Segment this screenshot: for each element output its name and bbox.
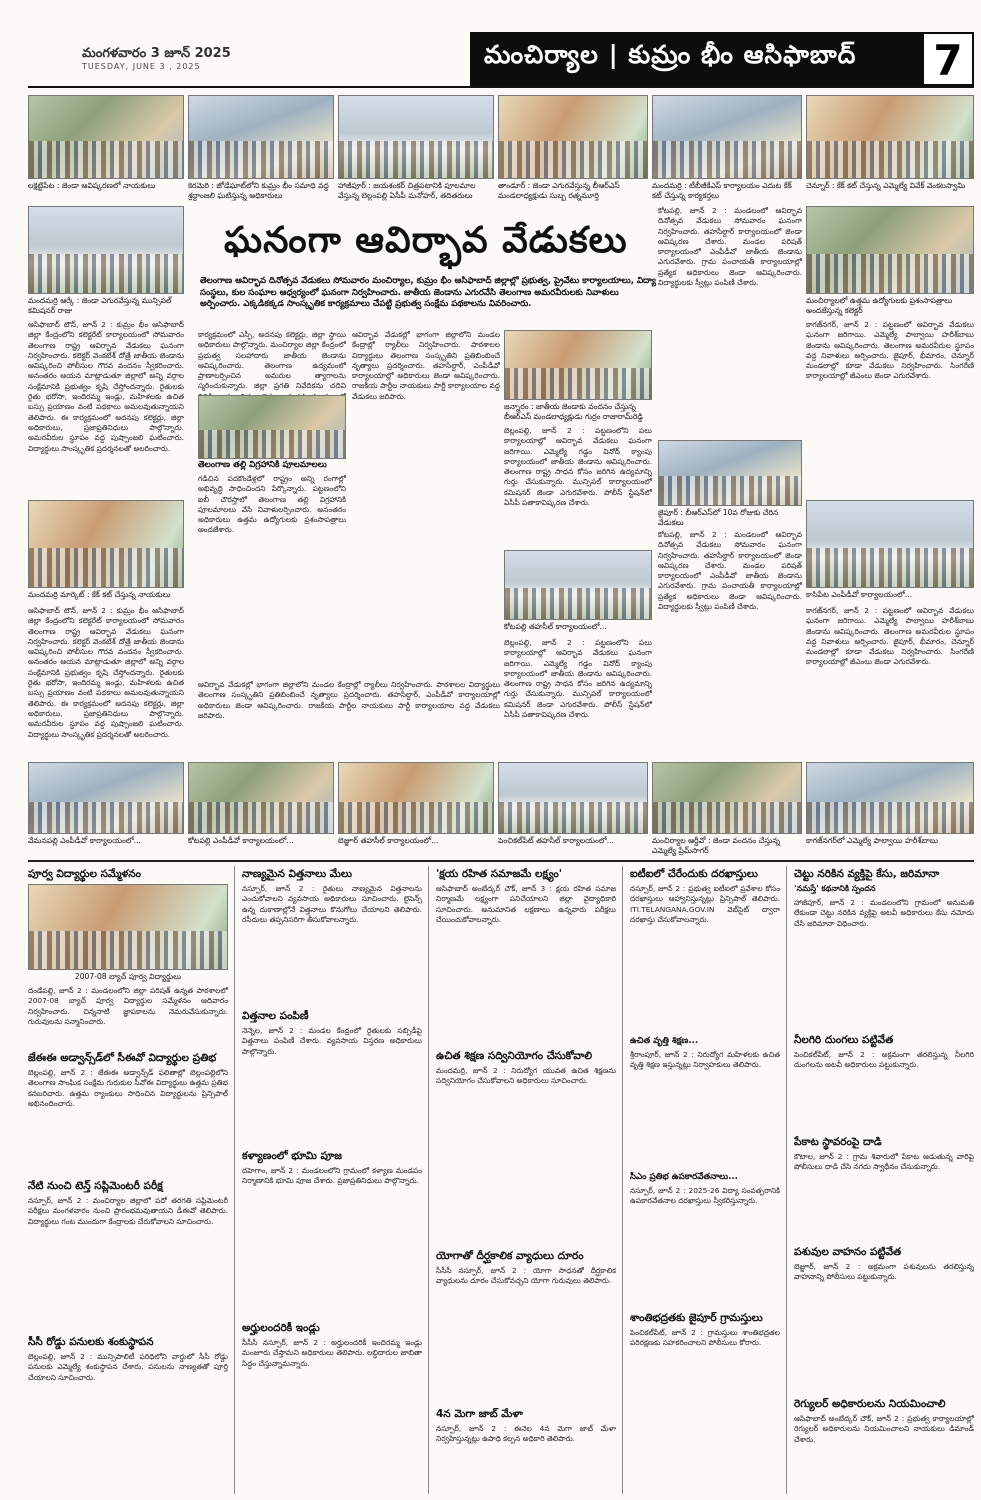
photo-caption: మందమర్రి : టీబీజీకేఎస్ కార్యాలయం ఎదుట కేక్ కట్ చేస్తున్న కార్యకర్తలు [652, 181, 802, 201]
section-title-bar [470, 32, 974, 86]
news-photo [504, 330, 652, 400]
news-photo [28, 500, 184, 588]
news-body: నెన్నెల, జూన్ 2 : మండల కేంద్రంలో రైతులకు సబ్సిడీపై విత్తనాలు పంపిణీ చేశారు. వ్యవసాయ విస్తరణ అధికారులు పాల్గొన్నారు. [242, 1026, 422, 1056]
news-photo [652, 762, 802, 834]
news-heading: పూర్వ విద్యార్థుల సమ్మేళనం [28, 868, 142, 880]
article-column: బెల్లంపల్లి, జూన్ 2 : పట్టణంలోని పలు కార్యాలయాల్లో ఆవిర్భావ వేడుకలు ఘనంగా జరిగాయి. ఎమ్మెల్యే గడ్డం వినోద్ క్యాంపు కార్యాలయంలో జాతీయ జెండాను ఆవిష్కరించారు. తెలంగాణ రాష్ట్ర సాధన కోసం జరిగిన ఉద్యమాన్ని గుర్తు చేసుకున్నారు. మున్సిపల్ కార్యాలయంలో కమిషనర్ జెండా ఎగురవేశారు. పోలీస్ స్టేషన్‌లో ఏసీపీ పతాకావిష్కరణ చేశారు. [504, 426, 652, 508]
news-heading: 'క్షయ రహిత సమాజమే లక్ష్యం' [436, 868, 562, 880]
news-body: పెంచికల్‌పేట్, జూన్ 2 : అక్రమంగా తరలిస్తున్న నీలగిరి దుంగలను అటవీ అధికారులు పట్టుకున్నారు. [794, 1050, 974, 1070]
news-heading: పశువుల వాహనం పట్టివేత [794, 1246, 902, 1258]
news-photo [198, 395, 346, 459]
photo-caption: కోటపల్లి ఎంపీడీవో కార్యాలయంలో... [188, 836, 334, 856]
column-divider [786, 866, 787, 1494]
photo-caption: కెరమెరి : జోడేఘాట్‌లోని కుమ్రం భీం సమాధి వద్ద శ్రద్ధాంజలి ఘటిస్తున్న అధికారులు [188, 181, 334, 201]
column-divider [622, 866, 623, 1494]
column-divider [428, 866, 429, 1494]
news-subheading: 'నమస్తే' కథనానికి స్పందన [794, 884, 876, 893]
article-column: కోటపల్లి, జూన్ 2 : మండలంలో ఆవిర్భావ దినోత్సవ వేడుకలు సోమవారం ఘనంగా నిర్వహించారు. తహసీల్దార్ కార్యాలయంలో జెండా ఆవిష్కరణ చేశారు. మండల పరిషత్ కార్యాలయంలో ఎంపీడీవో జాతీయ జెండాను ఎగురవేశారు. గ్రామ పంచాయతీ కార్యాలయాల్లో ప్రత్యేక అధికారులు జెండా ఆవిష్కరించారు. విద్యార్థులకు స్వీట్లు పంపిణీ చేశారు. [658, 206, 802, 288]
photo-caption: మంచిర్యాల ఆర్డీవో : జెండా వందనం చేస్తున్న ఎమ్మెల్యే ప్రేమ్‌సాగర్ [652, 836, 802, 856]
lede-paragraph: తెలంగాణ ఆవిర్భావ దినోత్సవ వేడుకలు సోమవారం మంచిర్యాల, కుమ్రం భీం ఆసిఫాబాద్ జిల్లాల్లో ప్రభుత్వ, ప్రైవేటు కార్యాలయాలు, విద్యా సంస్థలు, కుల సంఘాల ఆధ్వర్యంలో ఘనంగా నిర్వహించారు. జాతీయ జెండాను ఎగురవేసి తెలంగాణ అమరవీరులకు నివాళులు అర్పించారు. ఎక్కడికక్కడ సాంస్కృతిక కార్యక్రమాలు చేపట్టి ప్రభుత్వ సంక్షేమ పథకాలను వివరించారు. [200, 276, 656, 309]
photo-caption: పెంచికల్‌పేట్ తహసీల్ కార్యాలయంలో... [498, 836, 648, 856]
masthead [0, 0, 981, 88]
news-subheading: సీఎం ప్రతిభ ఉపకారవేతనాలు... [630, 1172, 738, 1182]
date-english: TUESDAY, JUNE 3 , 2025 [82, 62, 201, 71]
article-subheading: తెలంగాణ తల్లి విగ్రహానికి పూలమాలలు [198, 460, 327, 470]
news-body: పెంచికల్‌పేట్, జూన్ 2 : గ్రామస్తులు శాంతిభద్రతల పరిరక్షణకు సహకరించాలని పోలీసులు కోరారు. [630, 1328, 780, 1348]
article-column: బెల్లంపల్లి, జూన్ 2 : పట్టణంలోని పలు కార్యాలయాల్లో ఆవిర్భావ వేడుకలు ఘనంగా జరిగాయి. ఎమ్మెల్యే గడ్డం వినోద్ క్యాంపు కార్యాలయంలో జాతీయ జెండాను ఆవిష్కరించారు. తెలంగాణ రాష్ట్ర సాధన కోసం జరిగిన ఉద్యమాన్ని గుర్తు చేసుకున్నారు. మున్సిపల్ కార్యాలయంలో కమిషనర్ జెండా ఎగురవేశారు. పోలీస్ స్టేషన్‌లో ఏసీపీ పతాకావిష్కరణ చేశారు. [504, 638, 652, 720]
news-photo [338, 762, 494, 834]
masthead-rule [28, 86, 974, 88]
news-photo [338, 95, 494, 179]
photo-caption: మందమర్రి మార్కెట్ : కేక్ కట్ చేస్తున్న నాయకులు [28, 590, 184, 602]
news-photo [504, 550, 652, 620]
news-heading: నీలగిరి దుంగలు పట్టివేత [794, 1034, 894, 1046]
section-rule [28, 860, 974, 862]
news-heading: చెట్టు నరికిన వ్యక్తిపై కేసు, జరిమానా [794, 868, 940, 880]
photo-caption: కాసిపేట ఎంపీడీవో కార్యాలయంలో... [806, 590, 974, 602]
photo-caption: మందమర్రి ఆర్కే : జెండా ఎగురవేస్తున్న మున్సిపల్ కమిషనర్ రాజు [28, 296, 184, 316]
article-column: ఆసిఫాబాద్ టౌన్, జూన్ 2 : కుమ్రం భీం ఆసిఫాబాద్ జిల్లా కేంద్రంలోని కలెక్టరేట్ కార్యాలయంలో సోమవారం తెలంగాణ రాష్ట్ర ఆవిర్భావ వేడుకలు ఘనంగా నిర్వహించారు. కలెక్టర్ వెంకటేశ్ దోత్రే జాతీయ జెండాను ఆవిష్కరించి పోలీసుల గౌరవ వందనం స్వీకరించారు. అనంతరం ఆయన మాట్లాడుతూ జిల్లాలో అన్ని వర్గాల సంక్షేమానికి ప్రభుత్వం కృషి చేస్తోందన్నారు. రైతులకు రైతు భరోసా, ఇందిరమ్మ ఇండ్లు, మహిళలకు ఉచిత బస్సు ప్రయాణం వంటి పథకాలు అమలవుతున్నాయని తెలిపారు. ఈ కార్యక్రమంలో అదనపు కలెక్టర్లు, జిల్లా అధికారులు, ప్రజాప్రతినిధులు పాల్గొన్నారు. అమరవీరుల స్థూపం వద్ద పుష్పాంజలి ఘటించారు. విద్యార్థులు సాంస్కృతిక ప్రదర్శనలతో అలరించారు. [28, 320, 184, 453]
news-body: సీసీసీ నస్పూర్, జూన్ 2 : అర్హులందరికీ ఇందిరమ్మ ఇండ్లు మంజూరు చేస్తామని అధికారులు తెలిపారు. లబ్ధిదారుల జాబితా సిద్ధం చేస్తున్నామన్నారు. [242, 1338, 422, 1368]
news-photo [806, 206, 974, 294]
news-body: బెల్లంపల్లి, జూన్ 2 : జేఈఈ అడ్వాన్స్‌డ్ ఫలితాల్లో బెల్లంపల్లిలోని తెలంగాణ సాంఘిక సంక్షేమ గురుకుల సీవోఈ విద్యార్థులు ఉత్తమ ప్రతిభ కనబరిచారు. ఉత్తమ ర్యాంకులు సాధించిన విద్యార్థులను ప్రిన్సిపాల్ అభినందించారు. [28, 1068, 228, 1108]
news-photo [498, 762, 648, 834]
news-heading: శాంతిభద్రతకు జైపూర్ గ్రామస్తులు [630, 1312, 763, 1324]
news-body: బెజ్జూర్, జూన్ 2 : అక్రమంగా పశువులను తరలిస్తున్న వాహనాన్ని పోలీసులు పట్టుకున్నారు. [794, 1262, 974, 1282]
news-heading: సీసీ రోడ్డు పనులకు శంకుస్థాపన [28, 1336, 154, 1348]
news-body: ఆసిఫాబాద్ అంబేద్కర్ చౌక్, జూన్ 2 : ప్రభుత్వ కార్యాలయాల్లో రెగ్యులర్ అధికారులను నియమించాలని నాయకులు డిమాండ్ చేశారు. [794, 1414, 974, 1444]
news-photo [188, 762, 334, 834]
date-telugu: మంగళవారం 3 జూన్ 2025 [82, 46, 231, 61]
photo-caption: కోటపల్లి తహసీల్ కార్యాలయంలో... [504, 622, 652, 634]
news-heading: నాణ్యమైన విత్తనాలు మేలు [242, 868, 352, 880]
photo-caption: మంచిర్యాలలో ఉత్తమ ఉద్యోగులకు ప్రశంసాపత్రాలు అందజేస్తున్న కలెక్టర్ [806, 296, 974, 316]
news-photo [28, 206, 184, 294]
photo-caption: లక్షెట్టిపేట : జెండా ఆవిష్కరణలో నాయకులు [28, 181, 184, 201]
photo-caption: హాజీపూర్ : జయశంకర్ చిత్రపటానికి పూలమాల వేస్తున్న బెల్లంపల్లి ఏసీపీ మనోహర్, తదితరులు [338, 181, 494, 201]
news-photo [28, 95, 184, 179]
news-body: హాజీపూర్, జూన్ 2 : మండలంలోని గ్రామంలో అనుమతి లేకుండా చెట్టు నరికిన వ్యక్తిపై అటవీ అధికారులు కేసు నమోదు చేసి జరిమానా విధించారు. [794, 898, 974, 928]
column-divider [234, 866, 235, 1494]
news-body: నస్పూర్, జూన్ 2 : మంచిర్యాల జిల్లాలో పదో తరగతి సప్లిమెంటరీ పరీక్షలు మంగళవారం నుంచి ప్రారంభమవుతాయని డీఈవో తెలిపారు. విద్యార్థులు గంట ముందుగా కేంద్రాలకు చేరుకోవాలని సూచించారు. [28, 1196, 228, 1226]
news-body: మందమర్రి, జూన్ 2 : నిరుద్యోగ యువత ఉచిత శిక్షణను సద్వినియోగం చేసుకోవాలని అధికారులు సూచించారు. [436, 1066, 616, 1086]
photo-caption: జైపూర్ : బీఆర్‌ఎస్‌లో 10వ రోజుకు చేరిన వేడుకలు [658, 508, 802, 528]
article-column: ఆసిఫాబాద్ టౌన్, జూన్ 2 : కుమ్రం భీం ఆసిఫాబాద్ జిల్లా కేంద్రంలోని కలెక్టరేట్ కార్యాలయంలో సోమవారం తెలంగాణ రాష్ట్ర ఆవిర్భావ వేడుకలు ఘనంగా నిర్వహించారు. కలెక్టర్ వెంకటేశ్ దోత్రే జాతీయ జెండాను ఆవిష్కరించి పోలీసుల గౌరవ వందనం స్వీకరించారు. అనంతరం ఆయన మాట్లాడుతూ జిల్లాలో అన్ని వర్గాల సంక్షేమానికి ప్రభుత్వం కృషి చేస్తోందన్నారు. రైతులకు రైతు భరోసా, ఇందిరమ్మ ఇండ్లు, మహిళలకు ఉచిత బస్సు ప్రయాణం వంటి పథకాలు అమలవుతున్నాయని తెలిపారు. ఈ కార్యక్రమంలో అదనపు కలెక్టర్లు, జిల్లా అధికారులు, ప్రజాప్రతినిధులు పాల్గొన్నారు. అమరవీరుల స్థూపం వద్ద పుష్పాంజలి ఘటించారు. విద్యార్థులు సాంస్కృతిక ప్రదర్శనలతో అలరించారు. [28, 606, 184, 739]
photo-caption: వేమనపల్లి ఎంపీడీవో కార్యాలయంలో... [28, 836, 184, 856]
article-column: ఆవిర్భావ వేడుకల్లో భాగంగా జిల్లాలోని మండల కేంద్రాల్లో ర్యాలీలు నిర్వహించారు. పాఠశాలల విద్యార్థులు తెలంగాణ సంస్కృతిని ప్రతిబింబించే నృత్యాలు ప్రదర్శించారు. తహసీల్దార్, ఎంపీడీవో కార్యాలయాల్లో అధికారులు జెండా ఆవిష్కరించారు. రాజకీయ పార్టీల నాయకులు పార్టీ కార్యాలయాల వద్ద వేడుకలు జరిపారు. [198, 680, 500, 720]
news-body: నస్పూర్, జూన్ 2 : ఈనెల 4న మెగా జాబ్ మేళా నిర్వహిస్తున్నట్లు ఉపాధి కల్పన అధికారి తెలిపారు. [436, 1424, 616, 1444]
news-photo [498, 95, 648, 179]
page-number: 7 [922, 32, 974, 86]
photo-caption: తాండూర్ : జెండా ఎగురవేస్తున్న బీఆర్‌ఎస్ మండలాధ్యక్షుడు సుబ్బ రత్నమూర్తి [498, 181, 648, 201]
news-photo [28, 762, 184, 834]
photo-caption: చెన్నూర్ : కేక్ కట్ చేస్తున్న ఎమ్మెల్యే వివేక్ వెంకటస్వామి [806, 181, 974, 201]
news-heading: విత్తనాల పంపిణీ [242, 1010, 309, 1022]
article-column: కోటపల్లి, జూన్ 2 : మండలంలో ఆవిర్భావ దినోత్సవ వేడుకలు సోమవారం ఘనంగా నిర్వహించారు. తహసీల్దార్ కార్యాలయంలో జెండా ఆవిష్కరణ చేశారు. మండల పరిషత్ కార్యాలయంలో ఎంపీడీవో జాతీయ జెండాను ఎగురవేశారు. గ్రామ పంచాయతీ కార్యాలయాల్లో ప్రత్యేక అధికారులు జెండా ఆవిష్కరించారు. విద్యార్థులకు స్వీట్లు పంపిణీ చేశారు. [658, 530, 802, 612]
news-photo [28, 884, 228, 970]
news-heading: ఉచిత శిక్షణ సద్వినియోగం చేసుకోవాలి [436, 1050, 593, 1062]
photo-caption: బెజ్జూర్ తహసీల్ కార్యాలయంలో... [338, 836, 494, 856]
article-column: కాగజ్‌నగర్, జూన్ 2 : పట్టణంలో ఆవిర్భావ వేడుకలు ఘనంగా జరిగాయి. ఎమ్మెల్యే పాల్వాయి హరీశ్‌బాబు జెండాను ఆవిష్కరించారు. తెలంగాణ అమరవీరుల స్థూపం వద్ద నివాళులు అర్పించారు. జైపూర్, భీమారం, చెన్నూర్ మండలాల్లో కూడా వేడుకలు నిర్వహించారు. సింగరేణి కార్యాలయాల్లో జీఎంలు జెండా ఎగురవేశారు. [806, 320, 974, 381]
news-heading: ఐటీఐలో చేరేందుకు దరఖాస్తులు [630, 868, 758, 880]
news-heading: యోగాతో దీర్ఘకాలిక వ్యాధులు దూరం [436, 1250, 584, 1262]
news-heading: 4న మెగా జాబ్ మేళా [436, 1408, 523, 1420]
news-heading: రెగ్యులర్ అధికారులను నియమించాలి [794, 1398, 946, 1410]
news-heading: జేఈఈ అడ్వాన్స్‌డ్‌లో సీఈవో విద్యార్థుల ప్రతిభ [28, 1052, 217, 1064]
news-body: బెల్లంపల్లి, జూన్ 2 : మున్సిపాలిటీ పరిధిలోని వార్డులో సీసీ రోడ్డు పనులకు ఎమ్మెల్యే శంకుస్థాపన చేశారు. పనులను నాణ్యతతో పూర్తి చేయాలని సూచించారు. [28, 1352, 228, 1382]
news-photo [806, 500, 974, 588]
news-body: దండేపల్లి, జూన్ 2 : మండలంలోని జిల్లా పరిషత్ ఉన్నత పాఠశాలలో 2007-08 బ్యాచ్ పూర్వ విద్యార్థుల సమ్మేళనం ఆదివారం నిర్వహించారు. చిన్ననాటి జ్ఞాపకాలను నెమరువేసుకున్నారు. గురువులను సన్మానించారు. [28, 986, 228, 1026]
news-body: నస్పూర్, జూన్ 2 : ప్రభుత్వ ఐటీఐలో ప్రవేశాల కోసం దరఖాస్తులు ఆహ్వానిస్తున్నట్లు ప్రిన్సిపాల్ తెలిపారు. ITI.TELANGANA.GOV.IN వెబ్‌సైట్ ద్వారా దరఖాస్తు చేసుకోవాలన్నారు. [630, 884, 780, 924]
news-heading: పేకాట స్థావరంపై దాడి [794, 1136, 882, 1148]
news-body: సీసీసీ నస్పూర్, జూన్ 2 : యోగా సాధనతో దీర్ఘకాలిక వ్యాధులను దూరం చేసుకోవచ్చని యోగా గురువులు తెలిపారు. [436, 1266, 616, 1286]
article-column: ఆవిర్భావ వేడుకల్లో భాగంగా జిల్లాలోని మండల కేంద్రాల్లో ర్యాలీలు నిర్వహించారు. పాఠశాలల విద్యార్థులు తెలంగాణ సంస్కృతిని ప్రతిబింబించే నృత్యాలు ప్రదర్శించారు. తహసీల్దార్, ఎంపీడీవో కార్యాలయాల్లో అధికారులు జెండా ఆవిష్కరించారు. రాజకీయ పార్టీల నాయకులు పార్టీ కార్యాలయాల వద్ద వేడుకలు జరిపారు. [352, 330, 500, 401]
main-headline: ఘనంగా ఆవిర్భావ వేడుకలు [224, 220, 628, 261]
news-body: నస్పూర్, జూన్ 2 : రైతులు నాణ్యమైన విత్తనాలను ఎంచుకోవాలని వ్యవసాయ అధికారులు సూచించారు. లైసెన్స్ ఉన్న దుకాణాల్లోనే విత్తనాలు కొనుగోలు చేయాలని తెలిపారు. రసీదులు తప్పనిసరిగా తీసుకోవాలన్నారు. [242, 884, 422, 924]
section-title: మంచిర్యాల | కుమ్రం భీం ఆసిఫాబాద్ [484, 40, 857, 69]
news-heading: నేటి నుంచి టెన్త్ సప్లిమెంటరీ పరీక్ష [28, 1180, 163, 1192]
news-photo [188, 95, 334, 179]
photo-caption: కాగజ్‌నగర్‌లో ఎమ్మెల్యే పాల్వాయి హరీశ్‌బాబు [806, 836, 974, 856]
photo-caption: జన్నారం : జాతీయ జెండాకు వందనం చేస్తున్న బీఆర్‌ఎస్ మండలాధ్యక్షుడు గుర్రం రాజారామ్‌రెడ్డి [504, 402, 652, 422]
news-subheading: ఉచిత వృత్తి శిక్షణ... [630, 1036, 699, 1046]
news-body: శ్రీరాంపూర్, జూన్ 2 : నిరుద్యోగ మహిళలకు ఉచిత వృత్తి శిక్షణ ఇస్తున్నట్లు నిర్వాహకులు తెలిపారు. [630, 1050, 780, 1070]
news-heading: కళ్యాణంలో భూమి పూజ [242, 1150, 342, 1162]
news-heading: అర్హులందరికీ ఇండ్లు [242, 1322, 320, 1334]
news-photo [806, 762, 974, 834]
news-photo [652, 95, 802, 179]
article-column: కాగజ్‌నగర్, జూన్ 2 : పట్టణంలో ఆవిర్భావ వేడుకలు ఘనంగా జరిగాయి. ఎమ్మెల్యే పాల్వాయి హరీశ్‌బాబు జెండాను ఆవిష్కరించారు. తెలంగాణ అమరవీరుల స్థూపం వద్ద నివాళులు అర్పించారు. జైపూర్, భీమారం, చెన్నూర్ మండలాల్లో కూడా వేడుకలు నిర్వహించారు. సింగరేణి కార్యాలయాల్లో జీఎంలు జెండా ఎగురవేశారు. [806, 606, 974, 667]
photo-caption: 2007-08 బ్యాచ్ పూర్వ విద్యార్థులు [28, 972, 228, 982]
news-body: దహెగాం, జూన్ 2 : మండలంలోని గ్రామంలో కళ్యాణ మండపం నిర్మాణానికి భూమి పూజ చేశారు. ప్రజాప్రతినిధులు పాల్గొన్నారు. [242, 1166, 422, 1186]
article-column: గడిచిన పదకొండేళ్లలో రాష్ట్రం అన్ని రంగాల్లో అభివృద్ధి సాధించిందని పేర్కొన్నారు. పట్టణంలోని ఐబీ చౌరస్తాలో తెలంగాణ తల్లి విగ్రహానికి పూలమాలలు వేసి నివాళులర్పించారు. అనంతరం అధికారులు ఉత్తమ ఉద్యోగులకు ప్రశంసాపత్రాలు అందజేశారు. [198, 474, 346, 535]
news-photo [658, 440, 802, 506]
news-body: ఆసిఫాబాద్ అంబేద్కర్ చౌక్, జూన్ 3 : క్షయ రహిత సమాజ నిర్మాణమే లక్ష్యంగా పనిచేయాలని జిల్లా వైద్యాధికారి సూచించారు. అనుమానిత లక్షణాలు ఉన్నవారు పరీక్షలు చేయించుకోవాలన్నారు. [436, 884, 616, 924]
news-body: కౌటాల, జూన్ 2 : గ్రామ శివారులో పేకాట ఆడుతున్న వారిపై పోలీసులు దాడి చేసి నగదు స్వాధీనం చేసుకున్నారు. [794, 1152, 974, 1172]
article-column: కార్యక్రమంలో ఎస్పీ, అదనపు కలెక్టర్లు, జిల్లా స్థాయి అధికారులు పాల్గొన్నారు. మంచిర్యాల జిల్లా కేంద్రంలో ప్రభుత్వ సలహాదారు జాతీయ జెండాను ఆవిష్కరించారు. తెలంగాణ ఉద్యమంలో ప్రాణాలర్పించిన అమరుల త్యాగాలను స్మరించుకున్నారు. జిల్లా ప్రగతి నివేదికను చదివి [198, 330, 346, 391]
news-photo [806, 95, 974, 179]
news-body: నస్పూర్, జూన్ 2 : 2025-26 విద్యా సంవత్సరానికి ఉపకారవేతనాల దరఖాస్తులు స్వీకరిస్తున్నారు. [630, 1186, 780, 1206]
